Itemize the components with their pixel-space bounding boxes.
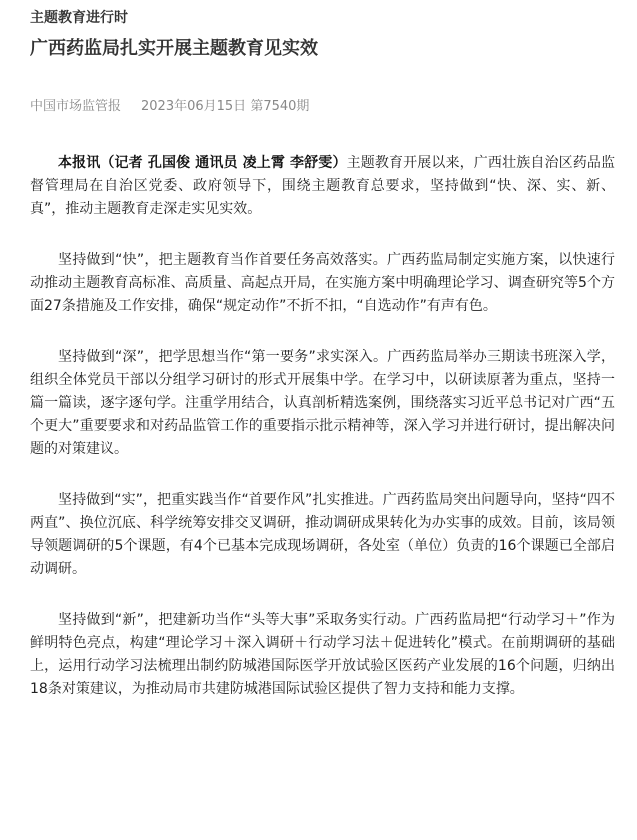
article-body [30,152,615,701]
article-paragraph [30,152,615,221]
article-paragraph: 坚持做到“深”，把学思想当作“第一要务”求实深入。广西药监局举办三期读书班深入学，组织全体党员干部以分组学习研讨的形式开展集中学。在学习中，以研读原著为重点，坚持一篇一篇读，逐字逐句学。注重学用结合，认真剖析精选案例，围绕落实习近平总书记对广西“五个更大”重要要求和对药品监管工作的重要指示批示精神等，深入学习并进行研讨，提出解决问题的对策建议。 [30,349,615,457]
article-paragraph: 坚持做到“实”，把重实践当作“首要作风”扎实推进。广西药监局突出问题导向，坚持“四不两直”、换位沉底、科学统筹安排交叉调研，推动调研成果转化为办实事的成效。目前，该局领导领题调研的5个课题，有4个已基本完成现场调研，各处室（单位）负责的16个课题已全部启动调研。 [30,492,615,577]
column-tag: 主题教育进行时 [30,10,128,26]
source-name: 中国市场监管报 [30,99,122,114]
article-meta [30,98,615,116]
article-paragraph: 坚持做到“新”，把建新功当作“头等大事”采取务实行动。广西药监局把“行动学习＋”作为鲜明特色亮点，构建“理论学习＋深入调研＋行动学习法＋促进转化”模式。在前期调研的基础上，运用行动学习法梳理出制约防城港国际医学开放试验区医药产业发展的16个问题，归纳出18条对策建议，为推动局市共建防城港国际试验区提供了智力支持和能力支撑。 [30,612,615,697]
article-lead: 本报讯（记者 孔国俊 通讯员 凌上霄 李舒雯） [58,155,347,171]
article-title: 广西药监局扎实开展主题教育见实效 [30,38,318,59]
article-paragraph: 坚持做到“快”，把主题教育当作首要任务高效落实。广西药监局制定实施方案，以快速行动推动主题教育高标准、高质量、高起点开局，在实施方案中明确理论学习、调查研究等5个方面27条措施及工作安排，确保“规定动作”不折不扣，“自选动作”有声有色。 [30,252,615,314]
paragraph-text: 主题教育开展以来，广西壮族自治区药品监督管理局在自治区党委、政府领导下，围绕主题教育总要求，坚持做到“快、深、实、新、真”，推动主题教育走深走实见实效。 [30,155,616,217]
publish-date-issue: 2023年06月15日 第7540期 [141,99,310,114]
